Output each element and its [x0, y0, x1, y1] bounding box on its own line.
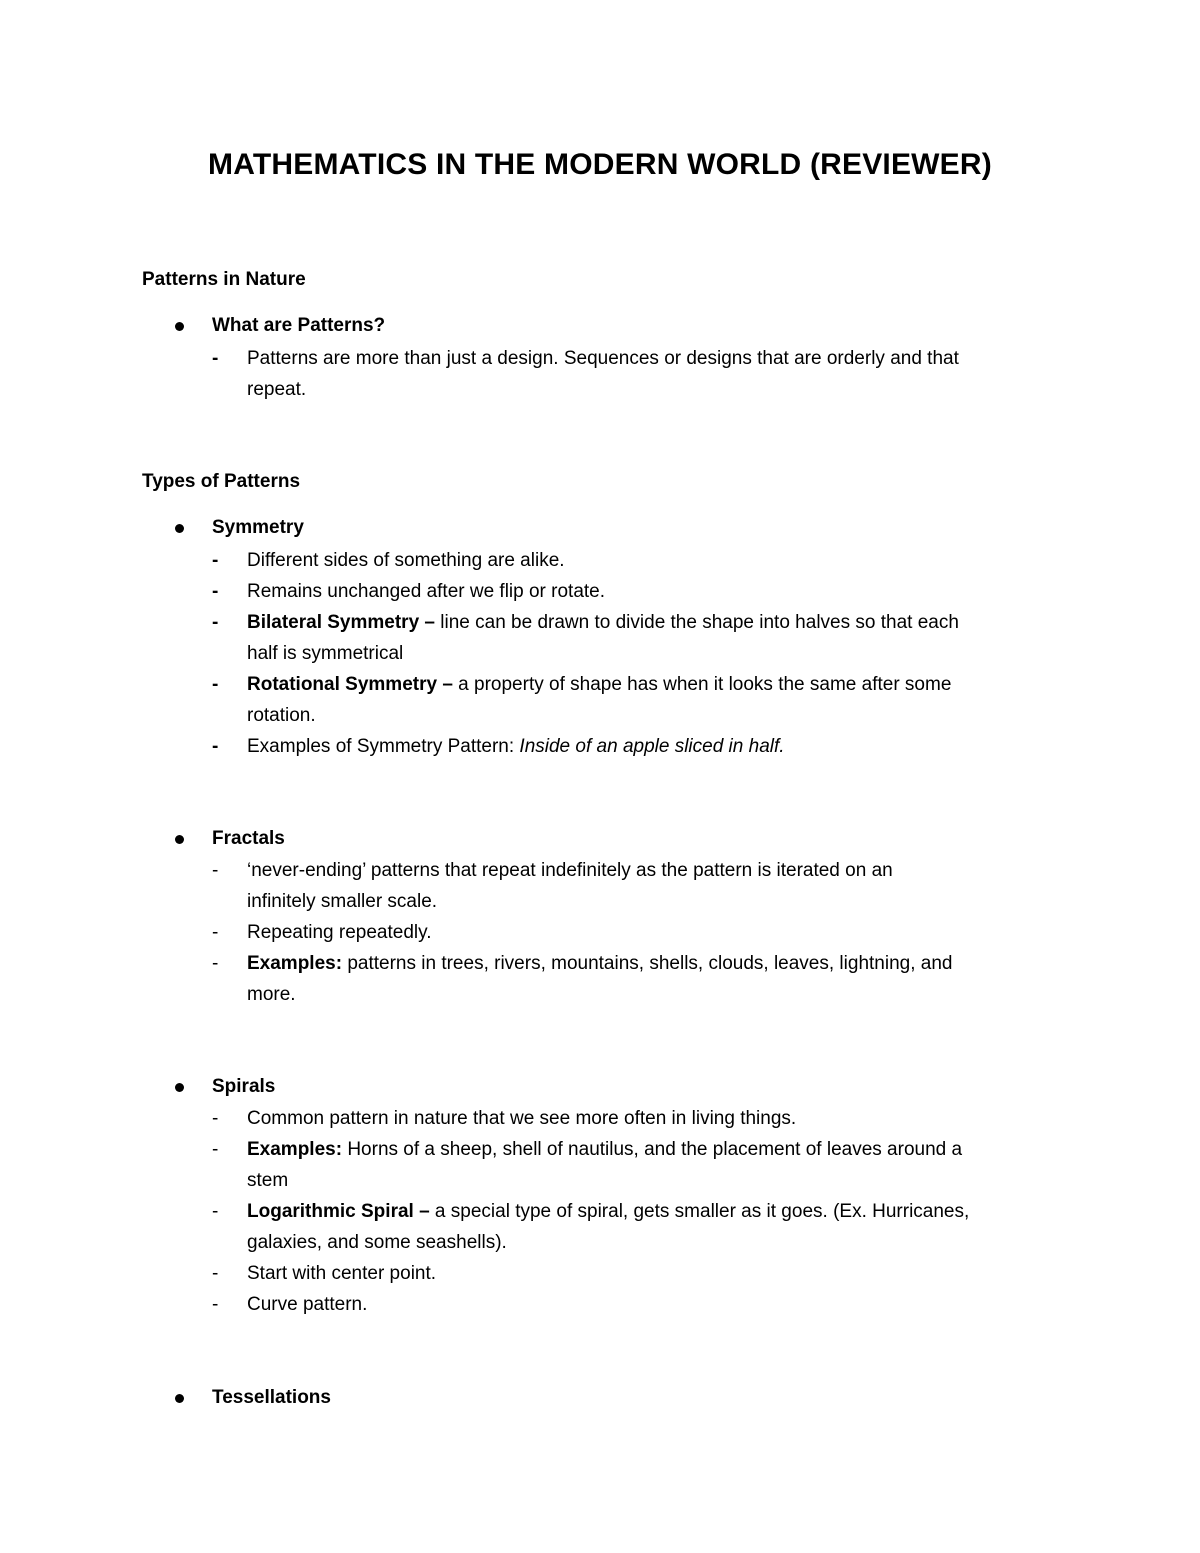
bullet-tessellations: Tessellations [212, 1387, 331, 1408]
list-item-bilateral-symmetry [247, 607, 1067, 638]
list-item-spiral-examples [247, 1134, 1067, 1165]
dash-marker: - [212, 1294, 219, 1315]
dash-marker: - [212, 612, 219, 633]
list-item-continuation: stem [247, 1170, 289, 1191]
list-item-continuation: more. [247, 984, 296, 1005]
dash-marker: - [212, 1201, 219, 1222]
list-item-symmetry-examples [247, 731, 1067, 762]
list-item-continuation: repeat. [247, 379, 307, 400]
term-definition: a property of shape has when it looks the same after some [452, 674, 952, 695]
dash-marker: - [212, 674, 219, 695]
example-text: Inside of an apple sliced in half. [519, 736, 785, 757]
dash-marker: - [212, 922, 219, 943]
list-item-continuation: galaxies, and some seashells). [247, 1232, 507, 1253]
bullet-what-are-patterns: What are Patterns? [212, 315, 386, 336]
list-item-continuation: rotation. [247, 705, 316, 726]
dash-marker: - [212, 953, 219, 974]
dash-marker: - [212, 581, 219, 602]
bullet-spirals: Spirals [212, 1076, 276, 1097]
dash-marker: - [212, 1139, 219, 1160]
list-item-continuation: half is symmetrical [247, 643, 404, 664]
bullet-symmetry: Symmetry [212, 517, 304, 538]
list-item-continuation: infinitely smaller scale. [247, 891, 438, 912]
section-heading-types-of-patterns: Types of Patterns [142, 471, 301, 492]
list-item: Repeating repeatedly. [247, 922, 432, 943]
dash-marker: - [212, 550, 219, 571]
list-item: Start with center point. [247, 1263, 437, 1284]
term-definition: patterns in trees, rivers, mountains, shells, clouds, leaves, lightning, and [342, 953, 953, 974]
dash-marker: - [212, 860, 219, 881]
list-item: Patterns are more than just a design. Sequences or designs that are orderly and that [247, 348, 959, 369]
term-label: Examples: [247, 1139, 343, 1160]
list-item-fractal-examples [247, 948, 1067, 979]
list-item-rotational-symmetry [247, 669, 1067, 700]
section-heading-patterns-in-nature: Patterns in Nature [142, 269, 306, 290]
term-label: Rotational Symmetry – [247, 674, 453, 695]
term-definition: Horns of a sheep, shell of nautilus, and the placement of leaves around a [342, 1139, 963, 1160]
document-title: MATHEMATICS IN THE MODERN WORLD (REVIEWER) [208, 148, 992, 181]
term-label: Examples: [247, 953, 343, 974]
list-item: Different sides of something are alike. [247, 550, 565, 571]
bullet-fractals: Fractals [212, 828, 285, 849]
list-item: Curve pattern. [247, 1294, 368, 1315]
term-label: Logarithmic Spiral – [247, 1201, 430, 1222]
dash-marker: - [212, 348, 219, 369]
list-item: Remains unchanged after we flip or rotate. [247, 581, 606, 602]
dash-marker: - [212, 1263, 219, 1284]
dash-marker: - [212, 736, 219, 757]
list-item-logarithmic-spiral [247, 1196, 1067, 1227]
list-item: ‘never-ending’ patterns that repeat indefinitely as the pattern is iterated on an [247, 860, 893, 881]
dash-marker: - [212, 1108, 219, 1129]
term-definition: a special type of spiral, gets smaller as it goes. (Ex. Hurricanes, [429, 1201, 970, 1222]
term-definition: line can be drawn to divide the shape into halves so that each [435, 612, 959, 633]
example-label: Examples of Symmetry Pattern: [247, 736, 520, 757]
list-item: Common pattern in nature that we see more often in living things. [247, 1108, 797, 1129]
term-label: Bilateral Symmetry – [247, 612, 435, 633]
